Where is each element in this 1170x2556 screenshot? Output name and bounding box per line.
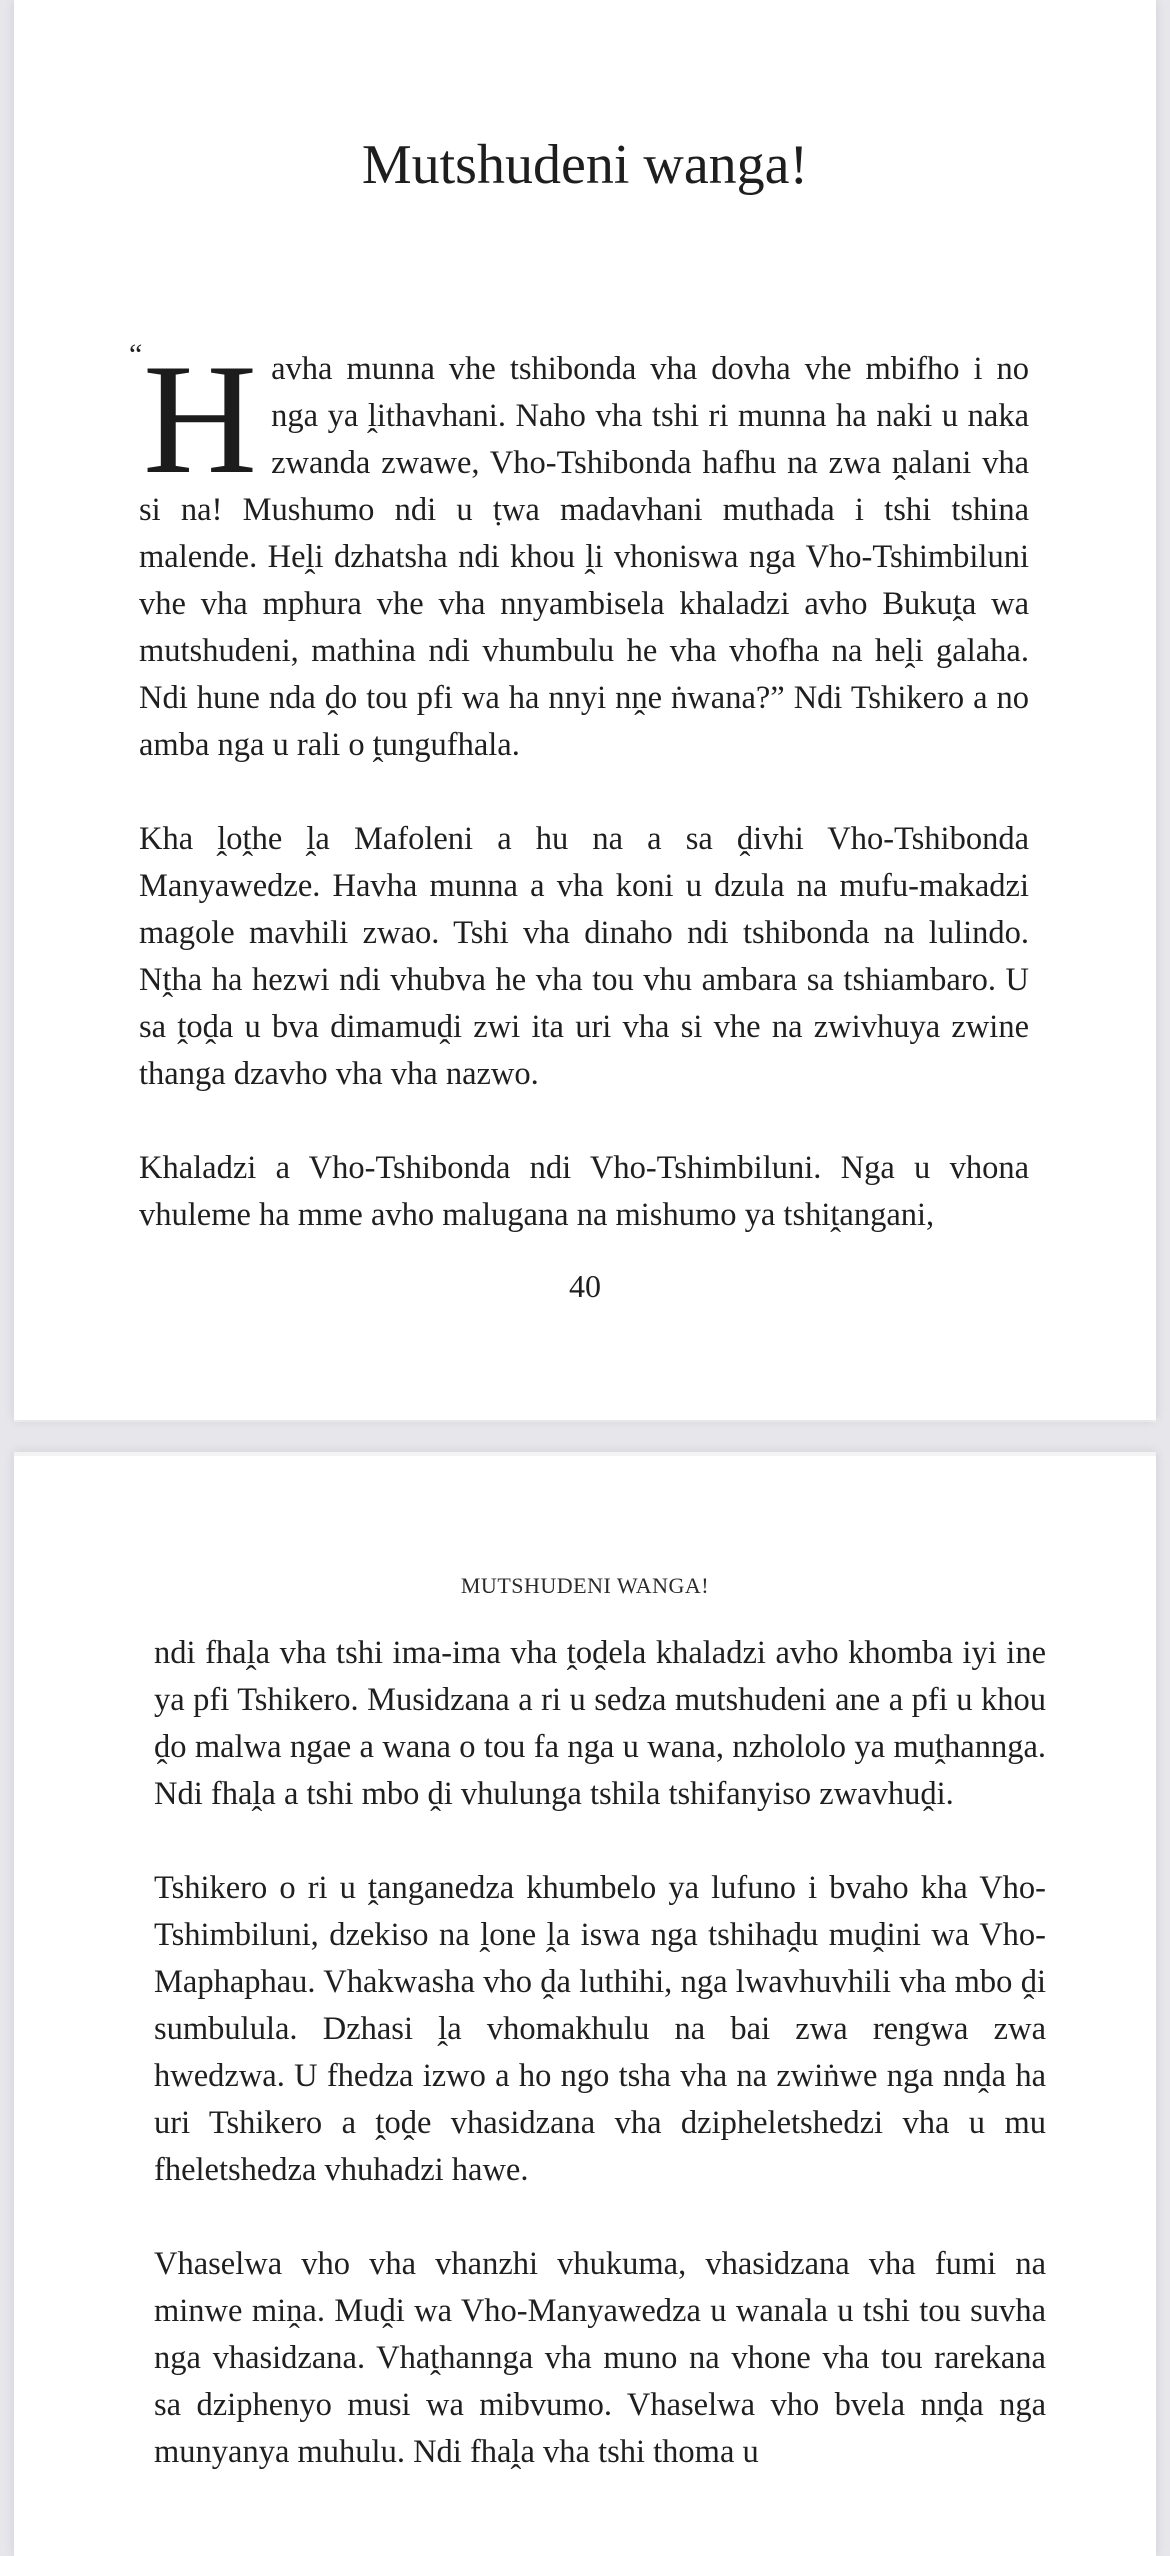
chapter-title: Mutshudeni wanga! (361, 133, 809, 196)
drop-cap-letter: H (143, 332, 258, 507)
paragraph: Tshikero o ri u ṱanganedza khumbelo ya lufuno i bvaho kha Vho-Tshimbiluni, dzekiso na ḽone ḽa iswa nga tshihaḓu muḓini wa Vho-Maphaphau. Vhakwasha vho ḓa luthihi, nga lwavhuvhili vha mbo ḓi sumbulula. Dzhasi ḽa vhomakhulu na bai zwa rengwa zwa hwedzwa. U fhedza izwo a ho ngo tsha vha na zwiṅwe nga nnḓa ha uri Tshikero a ṱoḓe vhasidzana vha dzipheletshedzi vha u mu fheletshedza vhuhadzi hawe. (154, 1870, 1046, 2188)
page-40 (14, 0, 1156, 1420)
opening-quote-mark: “ (129, 338, 143, 371)
page-41 (14, 1452, 1156, 2556)
page-body (154, 1630, 1046, 2476)
paragraph: ndi fhaḽa vha tshi ima-ima vha ṱoḓela khaladzi avho khomba iyi ine ya pfi Tshikero. Musidzana a ri u sedza mutshudeni ane a pfi u khou ḓo malwa ngae a wana o tou fa nga u wana, nzhololo ya muṱhannga. Ndi fhaḽa a tshi mbo ḓi vhulunga tshila tshifanyiso zwavhuḓi. (154, 1635, 1046, 1812)
running-head: MUTSHUDENI WANGA! (460, 1573, 710, 1598)
paragraph: Vhaselwa vho vha vhanzhi vhukuma, vhasidzana vha fumi na minwe miṋa. Muḓi wa Vho-Manyawedza u wanala u tshi tou suvha nga vhasidzana. Vhaṱhannga vha muno na vhone vha tou rarekana sa dziphenyo musi wa mibvumo. Vhaselwa vho bvela nnḓa nga munyanya muhulu. Ndi fhaḽa vha tshi thoma u (154, 2246, 1046, 2470)
page-number: 40 (569, 1268, 601, 1304)
page-body (129, 332, 1029, 1239)
paragraph-text: avha munna vhe tshibonda vha dovha vhe mbifho i no nga ya ḽithavhani. Naho vha tshi ri munna ha naki u naka zwanda zwawe, Vho-Tshibonda hafhu na zwa ṋalani vha si na! Mushumo ndi u ṭwa madavhani muthada i tshi tshina malende. Heḽi dzhatsha ndi khou ḽi vhoniswa nga Vho-Tshimbiluni vhe vha mphura vhe vha nnyambisela khaladzi avho Bukuṱa wa mutshudeni, mathina ndi vhumbulu he vha vhofha na heḽi galaha. Ndi hune nda ḓo tou pfi wa ha nnyi nṋe ṅwana?” Ndi Tshikero a no amba nga u rali o ṱungufhala. (139, 351, 1029, 763)
paragraph: Kha ḽoṱhe ḽa Mafoleni a hu na a sa ḓivhi Vho-Tshibonda Manyawedze. Havha munna a vha koni u dzula na mufu-makadzi magole mavhili zwao. Tshi vha dinaho ndi tshibonda na lulindo. Nṱha ha hezwi ndi vhubva he vha tou vhu ambara sa tshiambaro. U sa ṱoḓa u bva dimamuḓi zwi ita uri vha si vhe na zwivhuya zwine thanga dzavho vha vha nazwo. (139, 821, 1029, 1092)
paragraph (129, 332, 1029, 769)
paragraph: Khaladzi a Vho-Tshibonda ndi Vho-Tshimbiluni. Nga u vhona vhuleme ha mme avho malugana na mishumo ya tshiṱangani, (139, 1150, 1029, 1233)
